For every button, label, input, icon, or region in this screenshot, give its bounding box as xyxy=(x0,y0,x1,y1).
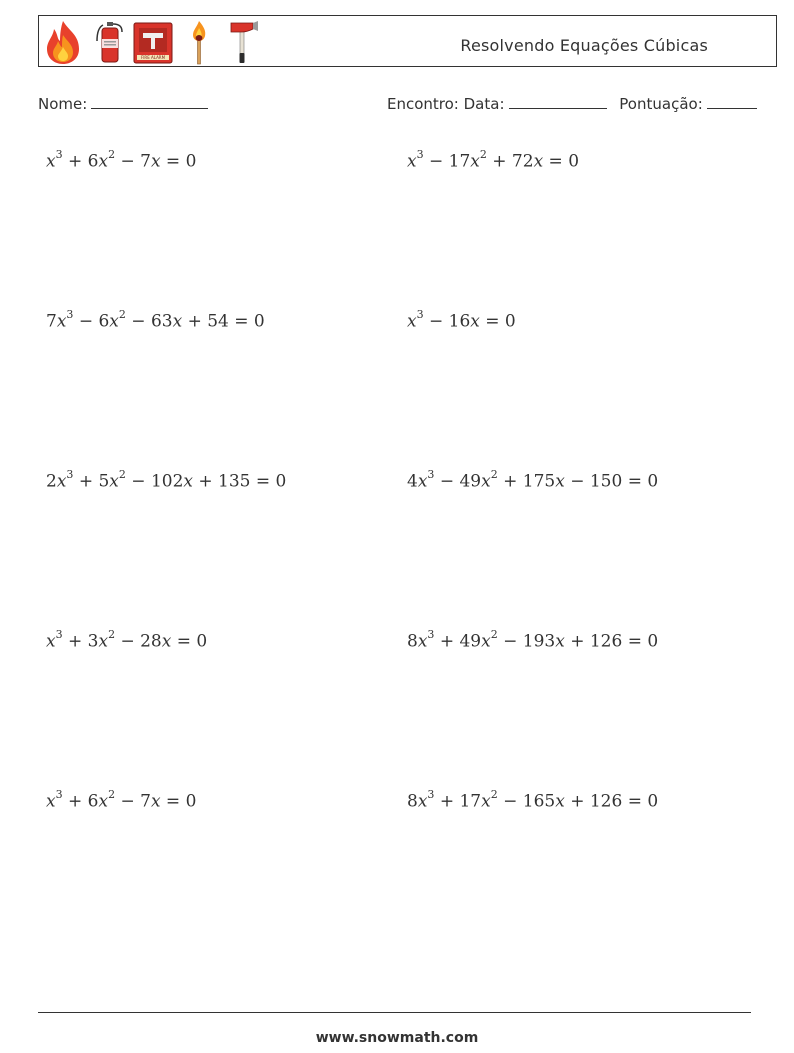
meeting-score-fields xyxy=(387,94,757,113)
date-blank[interactable] xyxy=(509,94,607,109)
match-icon xyxy=(179,19,219,65)
score-label: Pontuação: xyxy=(619,95,703,113)
equation-7: $x^3 + 3x^2 - 28x = 0$ xyxy=(46,628,208,652)
score-blank[interactable] xyxy=(707,94,757,109)
fire-icon xyxy=(43,19,83,65)
equation-3: $7x^3 - 6x^2 - 63x + 54 = 0$ xyxy=(46,308,265,332)
equation-8: $8x^3 + 49x^2 - 193x + 126 = 0$ xyxy=(407,628,659,652)
meeting-label: Encontro: Data: xyxy=(387,95,505,113)
equation-9: $x^3 + 6x^2 - 7x = 0$ xyxy=(46,788,197,812)
header-box xyxy=(38,15,777,67)
equation-2: $x^3 - 17x^2 + 72x = 0$ xyxy=(407,148,580,172)
footer-url: www.snowmath.com xyxy=(315,1030,479,1046)
equation-1: $x^3 + 6x^2 - 7x = 0$ xyxy=(46,148,197,172)
footer-divider xyxy=(38,1012,751,1013)
fire-axe-icon xyxy=(223,19,263,65)
equation-4: $x^3 - 16x = 0$ xyxy=(407,308,516,332)
worksheet-title: Resolvendo Equações Cúbicas xyxy=(460,36,708,55)
name-blank[interactable] xyxy=(91,94,208,109)
name-label: Nome: xyxy=(38,95,88,113)
alarm-label: FIRE ALARM xyxy=(140,55,166,61)
equation-6: $4x^3 - 49x^2 + 175x - 150 = 0$ xyxy=(407,468,659,492)
equation-10: $8x^3 + 17x^2 - 165x + 126 = 0$ xyxy=(407,788,659,812)
equation-5: $2x^3 + 5x^2 - 102x + 135 = 0$ xyxy=(46,468,287,492)
fire-alarm-icon xyxy=(133,19,173,65)
name-field xyxy=(38,94,208,113)
fire-extinguisher-icon xyxy=(89,19,129,65)
